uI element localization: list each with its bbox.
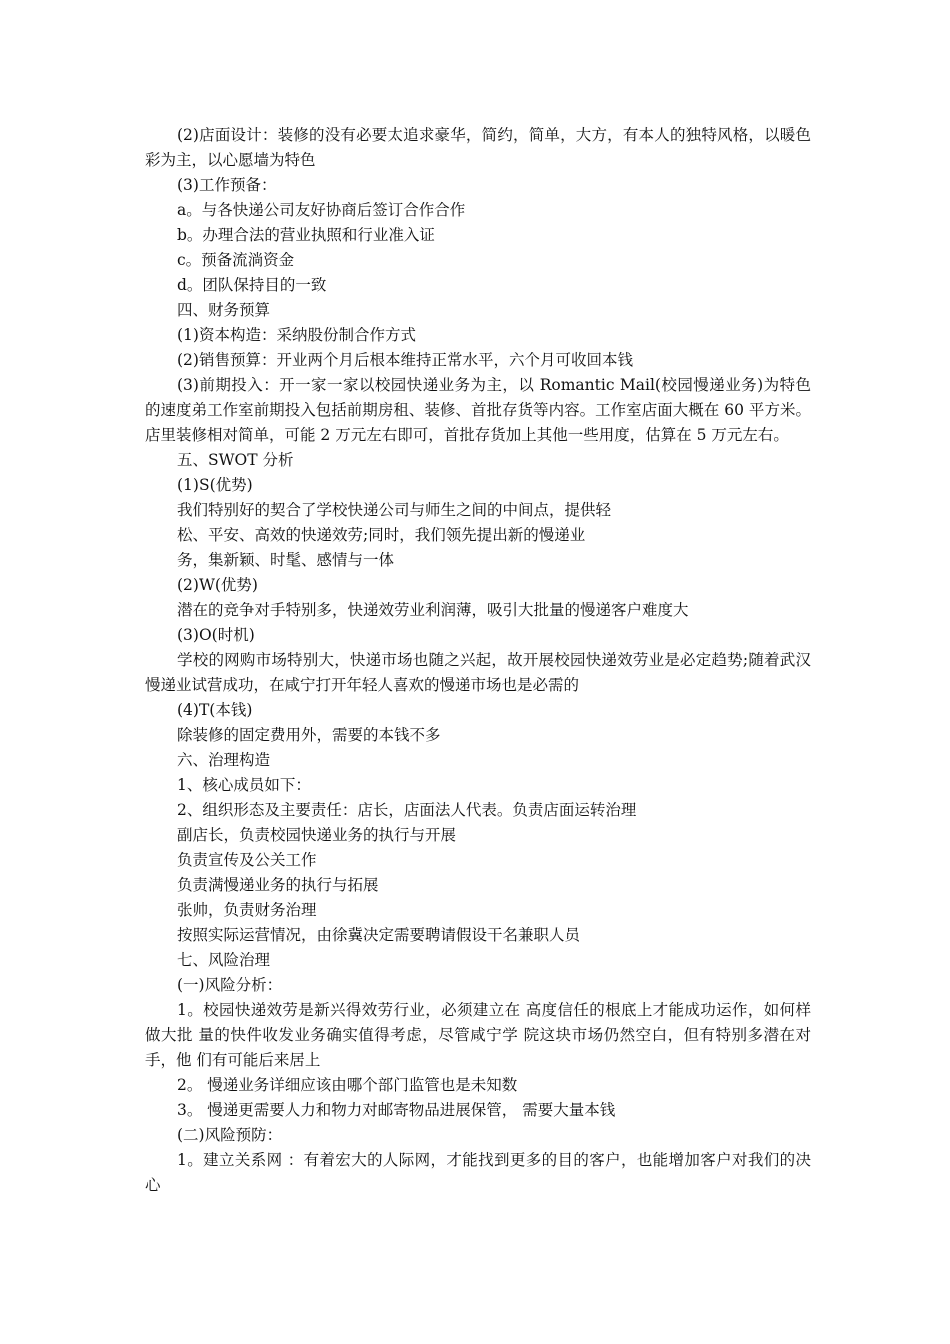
paragraph-org-form: 2、组织形态及主要责任：店长，店面法人代表。负责店面运转治理 — [177, 801, 637, 819]
paragraph-swot-w: (2)W(优势) — [177, 576, 258, 594]
paragraph-work-prep: (3)工作预备： — [177, 176, 277, 194]
paragraph-risk-1: 1。校园快递效劳是新兴得效劳行业，必须建立在 高度信任的根底上才能成功运作，如何样做大批 量的快件收发业务确实值得考虑，尽管咸宁学 院这块市场仍然空白，但有特别多潜在对手，他 们有可能后来居上 — [145, 1001, 811, 1069]
paragraph-swot-w-text: 潜在的竞争对手特别多，快递效劳业利润薄，吸引大批量的慢递客户难度大 — [177, 601, 689, 619]
paragraph-swot-s-line1: 我们特别好的契合了学校快递公司与师生之间的中间点，提供轻 — [177, 501, 612, 519]
paragraph-item-c: c。预备流淌资金 — [177, 251, 295, 269]
paragraph-prevention-1: 1。建立关系网 ：有着宏大的人际网，才能找到更多的目的客户，也能增加客户对我们的决心 — [145, 1151, 811, 1194]
section-heading-finance: 四、财务预算 — [177, 301, 271, 319]
paragraph-publicity: 负责宣传及公关工作 — [177, 851, 317, 869]
paragraph-item-d: d。团队保持目的一致 — [177, 276, 327, 294]
paragraph-swot-o-text: 学校的网购市场特别大，快递市场也随之兴起，故开展校园快递效劳业是必定趋势;随着武汉慢递业试营成功，在咸宁打开年轻人喜欢的慢递市场也是必需的 — [145, 651, 811, 694]
paragraph-slow-delivery: 负责满慢递业务的执行与拓展 — [177, 876, 379, 894]
paragraph-risk-analysis: (一)风险分析： — [177, 976, 283, 994]
paragraph-risk-3: 3。 慢递更需要人力和物力对邮寄物品进展保管， 需要大量本钱 — [177, 1101, 616, 1119]
paragraph-swot-s-line3: 务，集新颖、时髦、感情与一体 — [177, 551, 395, 569]
paragraph-core-members: 1、核心成员如下： — [177, 776, 311, 794]
paragraph-swot-o: (3)O(时机) — [177, 626, 255, 644]
paragraph-part-time: 按照实际运营情况，由徐冀决定需要聘请假设干名兼职人员 — [177, 926, 581, 944]
paragraph-finance-role: 张帅，负责财务治理 — [177, 901, 317, 919]
document-body — [145, 123, 811, 1198]
paragraph-capital-structure: (1)资本构造：采纳股份制合作方式 — [177, 326, 416, 344]
paragraph-swot-t-text: 除装修的固定费用外，需要的本钱不多 — [177, 726, 441, 744]
paragraph-item-b: b。办理合法的营业执照和行业准入证 — [177, 226, 435, 244]
paragraph-item-a: a。与各快递公司友好协商后签订合作合作 — [177, 201, 466, 219]
section-heading-management: 六、治理构造 — [177, 751, 271, 769]
paragraph-shop-design: (2)店面设计：装修的没有必要太追求豪华，简约，简单，大方，有本人的独特风格，以暖色彩为主，以心愿墙为特色 — [145, 126, 811, 169]
section-heading-swot: 五、SWOT 分析 — [177, 451, 294, 469]
paragraph-risk-prevention: (二)风险预防： — [177, 1126, 283, 1144]
paragraph-deputy-manager: 副店长，负责校园快递业务的执行与开展 — [177, 826, 457, 844]
paragraph-sales-budget: (2)销售预算：开业两个月后根本维持正常水平，六个月可收回本钱 — [177, 351, 633, 369]
paragraph-swot-s: (1)S(优势) — [177, 476, 253, 494]
paragraph-swot-s-line2: 松、平安、高效的快递效劳;同时，我们领先提出新的慢递业 — [177, 526, 586, 544]
paragraph-risk-2: 2。 慢递业务详细应该由哪个部门监管也是未知数 — [177, 1076, 518, 1094]
paragraph-initial-investment: (3)前期投入：开一家一家以校园快递业务为主，以 Romantic Mail(校园慢递业务)为特色的速度弟工作室前期投入包括前期房租、装修、首批存货等内容。工作室店面大概在 60 平方米。店里装修相对简单，可能 2 万元左右即可，首批存货加上其他一些用度，估算在 5 万元左右。 — [145, 376, 811, 444]
section-heading-risk: 七、风险治理 — [177, 951, 271, 969]
paragraph-swot-t: (4)T(本钱) — [177, 701, 253, 719]
